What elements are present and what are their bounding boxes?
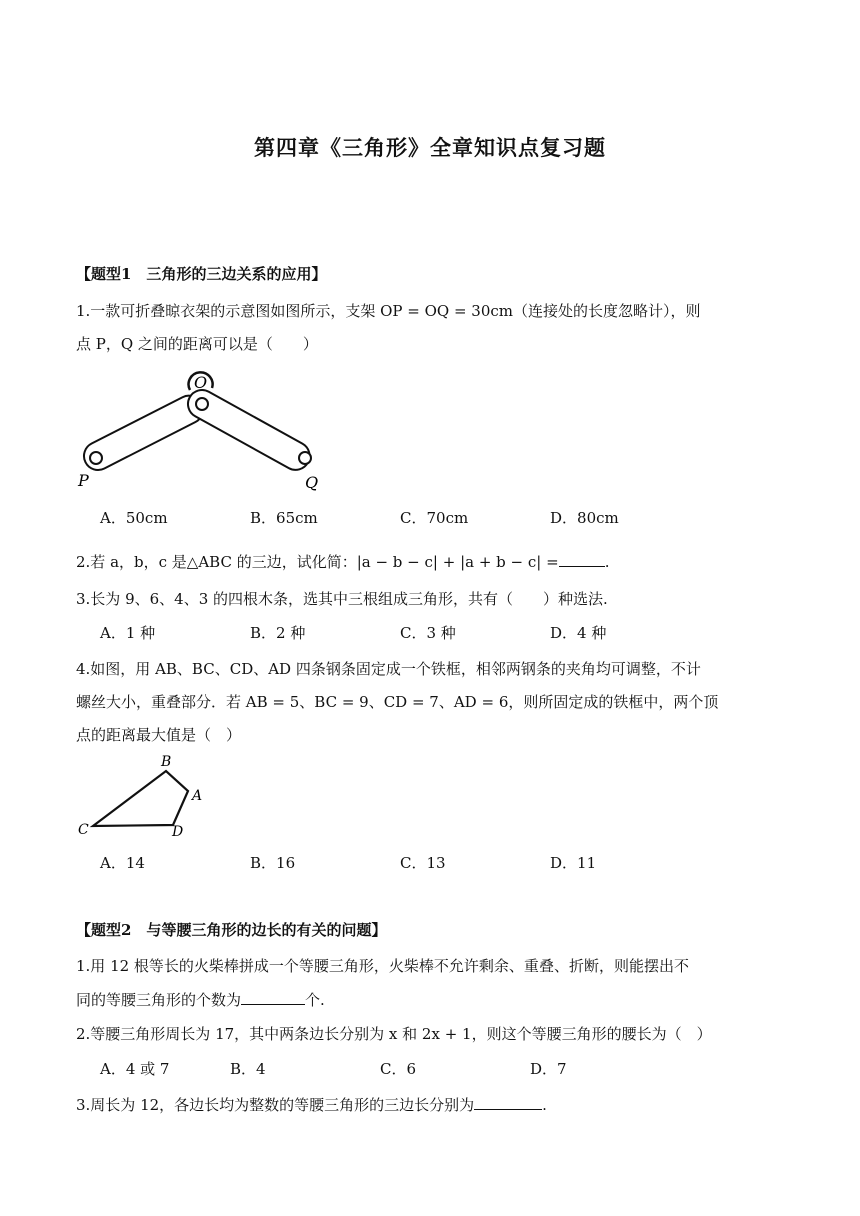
option-d[interactable]: D．4 种: [550, 624, 607, 642]
q2-1-line2: [76, 989, 325, 1010]
q1-3-options: [100, 622, 606, 643]
q2-1-text: 同的等腰三角形的个数为: [76, 991, 242, 1009]
option-c[interactable]: C．6: [380, 1060, 417, 1078]
hanger-label-p: P: [78, 471, 89, 490]
quadrilateral-figure: [74, 750, 224, 840]
option-b[interactable]: B．65cm: [250, 509, 318, 527]
q1-2-text: 2.若 a，b，c 是△ABC 的三边，试化简：|a − b − c| + |a + b − c| =: [76, 553, 559, 571]
section-heading-2: 【题型2 与等腰三角形的边长的有关的问题】: [76, 921, 387, 939]
q2-3-line: 3.周长为 12，各边长均为整数的等腰三角形的三边长分别为 .: [76, 1096, 547, 1114]
option-c[interactable]: C．13: [400, 854, 446, 872]
option-b[interactable]: B．2 种: [250, 624, 306, 642]
q1-1-options: [100, 507, 619, 528]
quad-label-b: B: [161, 754, 172, 770]
option-b[interactable]: B．4: [230, 1060, 266, 1078]
section-heading-1: 【题型1 三角形的三边关系的应用】: [76, 265, 327, 283]
option-d[interactable]: D．7: [530, 1060, 567, 1078]
option-c[interactable]: C．3 种: [400, 624, 456, 642]
q2-1-line1: 1.用 12 根等长的火柴棒拼成一个等腰三角形，火柴棒不允许剩余、重叠、折断，则能摆出不: [76, 957, 689, 975]
q1-1-line2: 点 P，Q 之间的距离可以是（ ）: [76, 335, 318, 353]
q1-3-line: 3.长为 9、6、4、3 的四根木条，选其中三根组成三角形，共有（ ）种选法.: [76, 590, 608, 608]
q1-1-line1: 1.一款可折叠晾衣架的示意图如图所示，支架 OP = OQ = 30cm（连接处的长度忽略计），则: [76, 302, 701, 320]
option-a[interactable]: A．14: [100, 854, 145, 872]
q1-2-line: 2.若 a，b，c 是△ABC 的三边，试化简：|a − b − c| + |a + b − c| = .: [76, 553, 610, 571]
answer-blank[interactable]: [241, 990, 305, 1005]
quad-label-d: D: [172, 824, 184, 840]
option-b[interactable]: B．16: [250, 854, 296, 872]
answer-blank[interactable]: [474, 1095, 542, 1110]
q2-2-line: 2.等腰三角形周长为 17，其中两条边长分别为 x 和 2x + 1，则这个等腰三角形的腰长为（ ）: [76, 1025, 712, 1043]
option-d[interactable]: D．11: [550, 854, 597, 872]
option-a[interactable]: A．1 种: [100, 624, 156, 642]
quad-label-a: A: [192, 788, 203, 804]
q1-4-options: [100, 852, 596, 873]
option-a[interactable]: A．50cm: [100, 509, 168, 527]
hanger-label-q: Q: [305, 473, 319, 492]
q1-4-line1: 4.如图，用 AB、BC、CD、AD 四条钢条固定成一个铁框，相邻两钢条的夹角均可调整，不计: [76, 660, 701, 678]
q2-2-options: [100, 1058, 567, 1079]
hanger-label-o: O: [194, 373, 208, 392]
answer-blank[interactable]: [559, 552, 605, 567]
q1-4-line3: 点的距离最大值是（ ）: [76, 726, 242, 744]
page-title: 第四章《三角形》全章知识点复习题: [254, 135, 606, 160]
option-d[interactable]: D．80cm: [550, 509, 619, 527]
q2-1-suffix: 个.: [305, 991, 325, 1009]
clothes-hanger-figure: [72, 362, 332, 492]
option-a[interactable]: A．4 或 7: [100, 1060, 170, 1078]
option-c[interactable]: C．70cm: [400, 509, 469, 527]
quad-label-c: C: [78, 822, 89, 838]
q1-4-line2: 螺丝大小，重叠部分．若 AB = 5、BC = 9、CD = 7、AD = 6，则所固定成的铁框中，两个顶: [76, 693, 719, 711]
q2-3-text: 3.周长为 12，各边长均为整数的等腰三角形的三边长分别为: [76, 1096, 475, 1114]
